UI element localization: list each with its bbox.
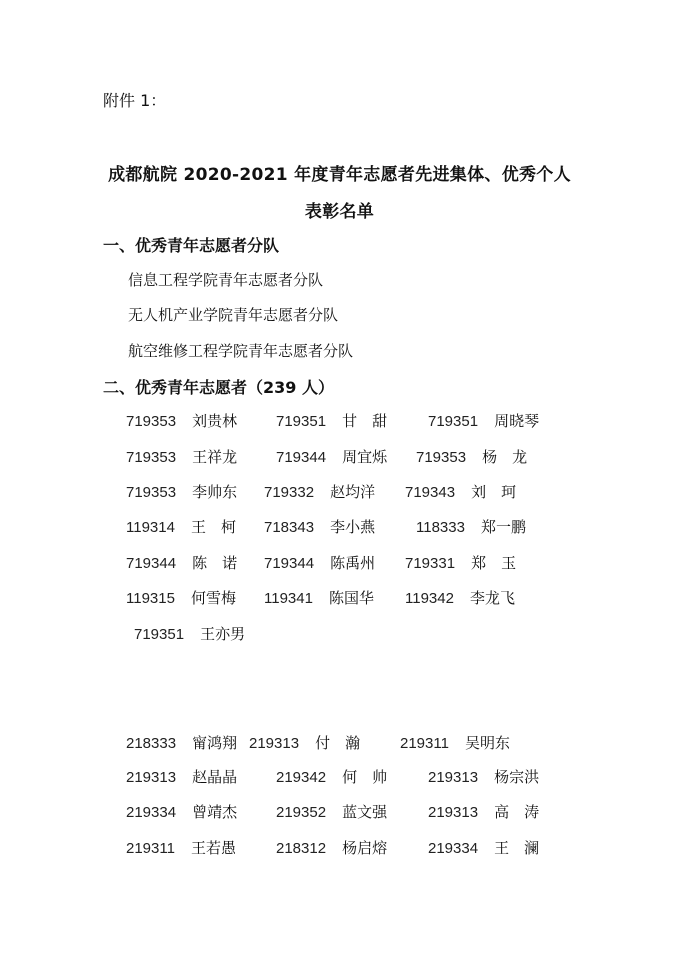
volunteer-name: 甯鸿翔 [192, 734, 238, 752]
volunteer-class-code: 719343 [405, 484, 456, 501]
volunteer-entry [134, 623, 245, 644]
volunteer-entry [126, 446, 237, 467]
volunteer-name: 陈 诺 [192, 554, 238, 572]
volunteer-name: 赵晶晶 [192, 768, 238, 786]
volunteer-class-code: 219342 [276, 769, 327, 786]
volunteer-class-code: 219334 [428, 840, 479, 857]
team-item: 航空维修工程学院青年志愿者分队 [128, 342, 354, 360]
volunteer-entry [126, 801, 237, 822]
volunteer-class-code: 219352 [276, 804, 327, 821]
volunteer-name: 郑 玉 [471, 554, 517, 572]
volunteer-name: 周宜烁 [342, 448, 388, 466]
volunteer-name: 王若愚 [190, 839, 236, 857]
volunteer-entry [126, 732, 237, 753]
volunteer-name: 何雪梅 [190, 589, 236, 607]
volunteer-entry [126, 837, 236, 858]
volunteer-class-code: 219313 [428, 804, 479, 821]
volunteer-entry [264, 516, 375, 537]
volunteer-name: 王亦男 [200, 625, 246, 643]
volunteer-entry [428, 801, 539, 822]
volunteer-class-code: 219313 [126, 769, 177, 786]
volunteer-name: 赵均洋 [330, 483, 376, 501]
volunteer-name: 李帅东 [192, 483, 238, 501]
volunteer-name: 吴明东 [464, 734, 510, 752]
volunteer-class-code: 719332 [264, 484, 315, 501]
section-heading-teams: 一、优秀青年志愿者分队 [103, 236, 280, 255]
volunteer-class-code: 219313 [428, 769, 479, 786]
attachment-label: 附件 1： [103, 91, 167, 110]
volunteer-class-code: 218333 [126, 735, 177, 752]
volunteer-class-code: 119341 [264, 590, 313, 607]
volunteer-class-code: 719351 [276, 413, 327, 430]
volunteer-name: 杨 龙 [482, 448, 528, 466]
volunteer-name: 李小燕 [330, 518, 376, 536]
volunteer-entry [416, 446, 527, 467]
volunteer-entry [126, 766, 237, 787]
volunteer-name: 付 瀚 [315, 734, 361, 752]
volunteer-entry [405, 587, 515, 608]
volunteer-name: 蓝文强 [342, 803, 388, 821]
volunteer-class-code: 719331 [405, 555, 456, 572]
volunteer-entry [264, 552, 375, 573]
volunteer-class-code: 219311 [400, 735, 449, 752]
volunteer-class-code: 219313 [249, 735, 300, 752]
volunteer-name: 王 柯 [190, 518, 236, 536]
section-heading-volunteers: 二、优秀青年志愿者（239 人） [103, 378, 334, 397]
volunteer-name: 刘 珂 [471, 483, 517, 501]
volunteer-name: 陈禹州 [330, 554, 376, 572]
volunteer-entry [249, 732, 360, 753]
volunteer-entry [428, 766, 539, 787]
volunteer-name: 郑一鹏 [480, 518, 526, 536]
volunteer-name: 陈国华 [328, 589, 374, 607]
volunteer-class-code: 118333 [416, 519, 465, 536]
volunteer-class-code: 219311 [126, 840, 175, 857]
volunteer-class-code: 719353 [126, 413, 177, 430]
volunteer-class-code: 719353 [416, 449, 467, 466]
volunteer-class-code: 719353 [126, 449, 177, 466]
volunteer-entry [126, 516, 236, 537]
volunteer-class-code: 218312 [276, 840, 327, 857]
volunteer-class-code: 219334 [126, 804, 177, 821]
volunteer-name: 高 涛 [494, 803, 540, 821]
volunteer-name: 杨启熔 [342, 839, 388, 857]
volunteer-entry [276, 766, 387, 787]
volunteer-name: 曾靖杰 [192, 803, 238, 821]
volunteer-entry [276, 837, 387, 858]
volunteer-class-code: 719351 [134, 626, 185, 643]
volunteer-class-code: 119314 [126, 519, 175, 536]
team-item: 无人机产业学院青年志愿者分队 [128, 306, 339, 324]
volunteer-class-code: 718343 [264, 519, 315, 536]
document-title-line2: 表彰名单 [304, 202, 375, 222]
volunteer-class-code: 119315 [126, 590, 175, 607]
volunteer-class-code: 719351 [428, 413, 479, 430]
volunteer-entry [428, 410, 539, 431]
volunteer-entry [126, 552, 237, 573]
volunteer-entry [276, 410, 387, 431]
team-item: 信息工程学院青年志愿者分队 [128, 271, 324, 289]
volunteer-entry [126, 587, 236, 608]
volunteer-class-code: 119342 [405, 590, 454, 607]
volunteer-name: 甘 甜 [342, 412, 388, 430]
volunteer-entry [428, 837, 539, 858]
volunteer-name: 李龙飞 [469, 589, 515, 607]
volunteer-entry [126, 481, 237, 502]
volunteer-name: 杨宗洪 [494, 768, 540, 786]
volunteer-name: 王 澜 [494, 839, 540, 857]
volunteer-entry [264, 587, 374, 608]
document-title: 成都航院 2020-2021 年度青年志愿者先进集体、优秀个人 [108, 165, 571, 185]
volunteer-class-code: 719344 [126, 555, 177, 572]
volunteer-entry [276, 801, 387, 822]
volunteer-entry [276, 446, 387, 467]
volunteer-entry [416, 516, 526, 537]
volunteer-class-code: 719353 [126, 484, 177, 501]
volunteer-class-code: 719344 [264, 555, 315, 572]
volunteer-name: 刘贵林 [192, 412, 238, 430]
volunteer-class-code: 719344 [276, 449, 327, 466]
volunteer-name: 王祥龙 [192, 448, 238, 466]
volunteer-name: 何 帅 [342, 768, 388, 786]
volunteer-entry [126, 410, 237, 431]
volunteer-name: 周晓琴 [494, 412, 540, 430]
volunteer-entry [405, 481, 516, 502]
volunteer-entry [264, 481, 375, 502]
volunteer-entry [400, 732, 510, 753]
volunteer-entry [405, 552, 516, 573]
